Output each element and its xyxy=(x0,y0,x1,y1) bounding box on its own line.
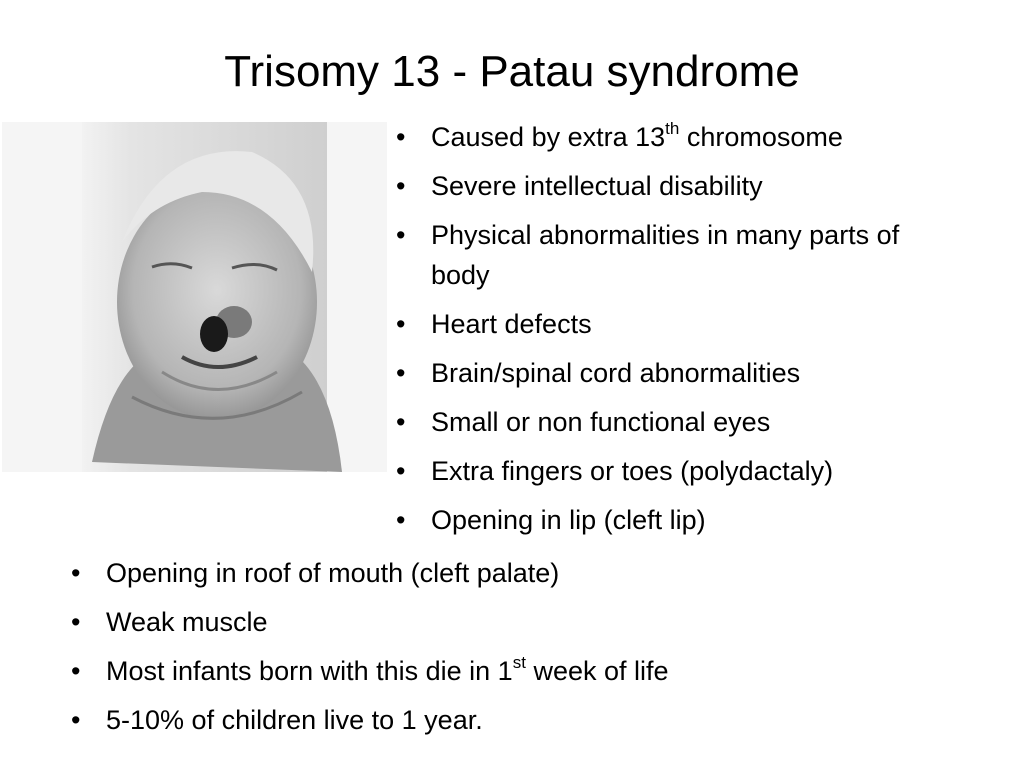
bullet-item xyxy=(68,700,968,740)
infant-photo-illustration xyxy=(2,122,387,472)
bullet-text: Severe intellectual disability xyxy=(431,171,763,201)
bullet-text: Opening in roof of mouth (cleft palate) xyxy=(106,558,560,588)
bullet-item xyxy=(68,602,968,642)
bullet-item xyxy=(393,117,933,157)
bullet-list-bottom xyxy=(68,553,968,749)
bullet-text: Weak muscle xyxy=(106,607,268,637)
bullet-item xyxy=(393,215,933,295)
bullet-item xyxy=(393,166,933,206)
bullet-text: 5-10% of children live to 1 year. xyxy=(106,705,483,735)
bullet-text: Heart defects xyxy=(431,309,592,339)
bullet-item xyxy=(393,451,933,491)
bullet-item xyxy=(393,500,933,540)
slide-title: Trisomy 13 - Patau syndrome xyxy=(224,47,800,96)
infant-photo xyxy=(2,122,387,472)
bullet-item xyxy=(393,353,933,393)
bullet-item xyxy=(393,304,933,344)
bullet-item xyxy=(68,553,968,593)
bullet-text: Physical abnormalities in many parts of body xyxy=(431,220,900,290)
bullet-text: Most infants born with this die in 1 xyxy=(106,656,513,686)
bullet-item xyxy=(393,402,933,442)
bullet-text-continued: chromosome xyxy=(679,122,843,152)
bullet-text: Small or non functional eyes xyxy=(431,407,771,437)
bullet-text: Brain/spinal cord abnormalities xyxy=(431,358,801,388)
superscript: st xyxy=(512,653,526,672)
bullet-text: Caused by extra 13 xyxy=(431,122,666,152)
bullet-list-right xyxy=(393,117,933,549)
superscript: th xyxy=(665,119,680,138)
bullet-text: Opening in lip (cleft lip) xyxy=(431,505,706,535)
bullet-text-continued: week of life xyxy=(525,656,669,686)
bullet-item xyxy=(68,651,968,691)
bullet-text: Extra fingers or toes (polydactaly) xyxy=(431,456,834,486)
